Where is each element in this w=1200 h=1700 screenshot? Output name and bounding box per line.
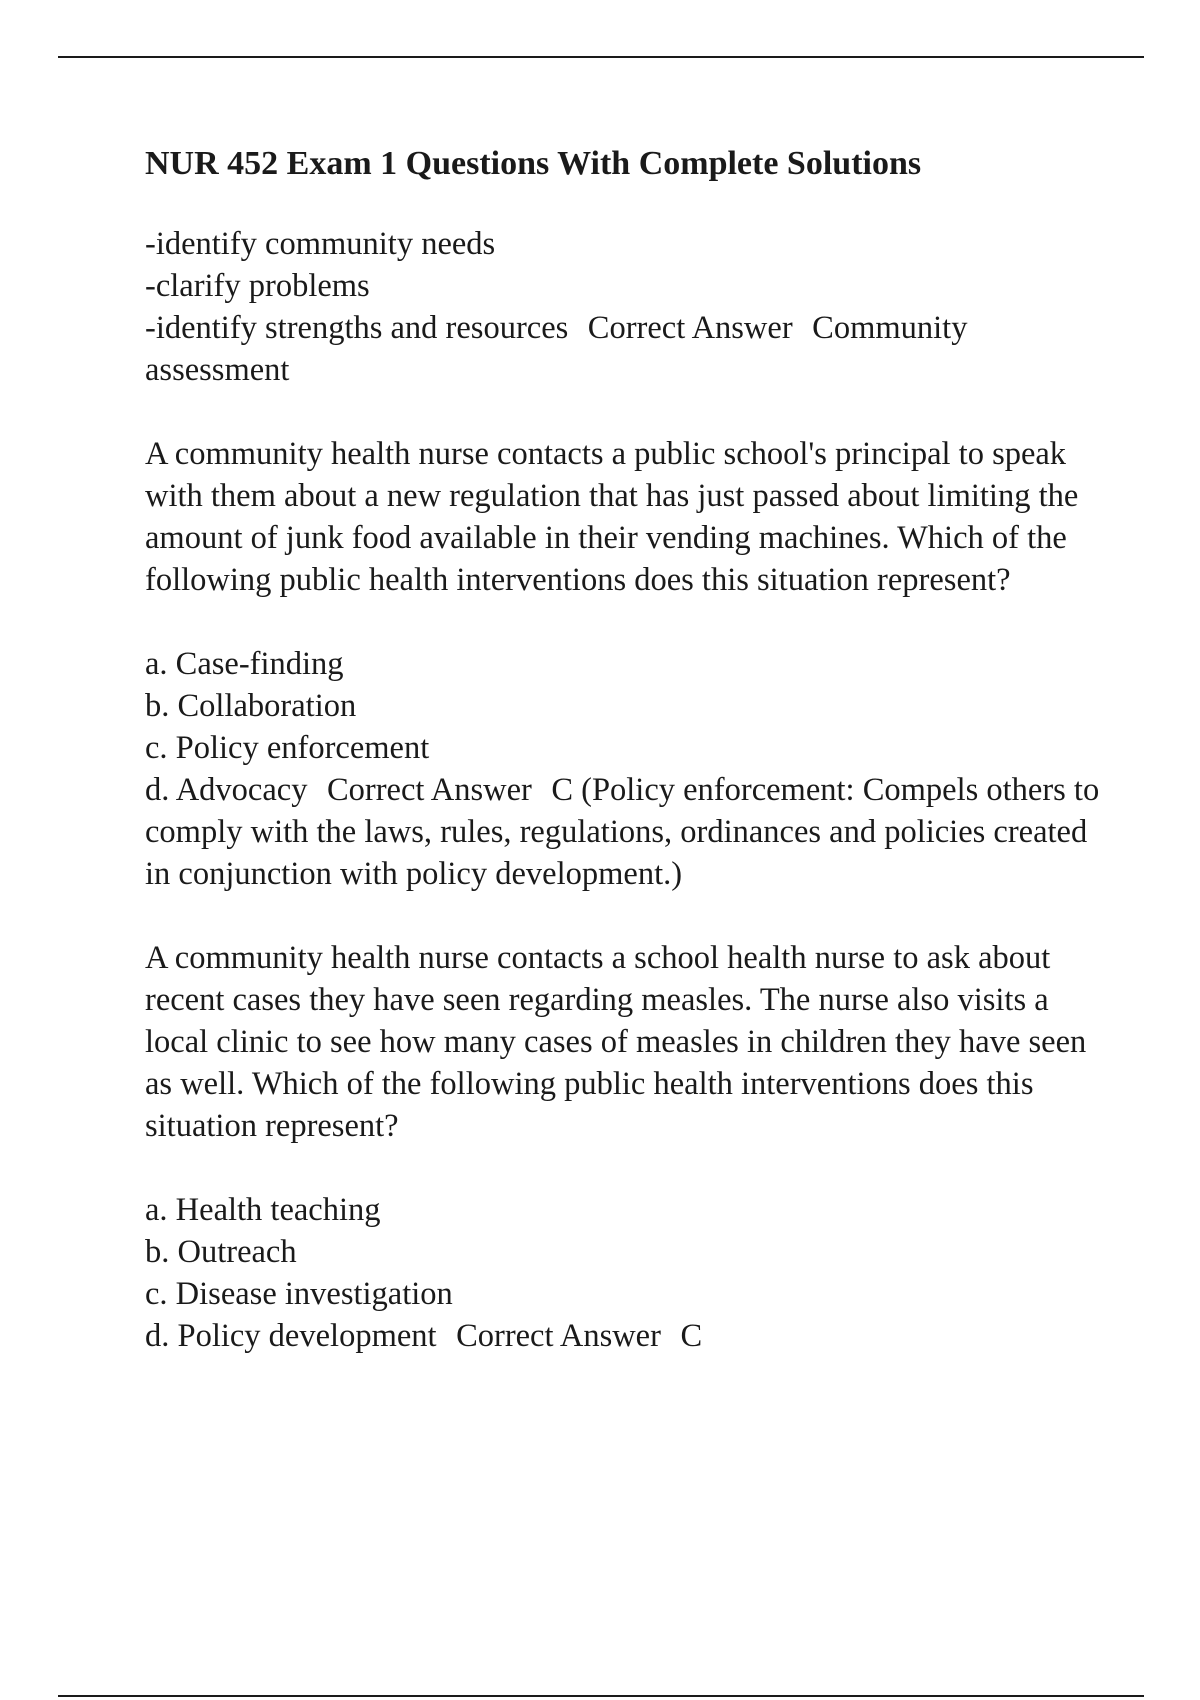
option-a: a. Case-finding — [145, 646, 344, 682]
document-title: NUR 452 Exam 1 Questions With Complete Solutions — [145, 145, 922, 182]
qa-item-1 — [145, 223, 1105, 391]
answer-label: Correct Answer — [587, 310, 793, 346]
prompt-line: -clarify problems — [145, 268, 370, 304]
option-d: d. Advocacy — [145, 772, 308, 808]
option-b: b. Collaboration — [145, 688, 357, 724]
answer-label: Correct Answer — [326, 772, 532, 808]
question-text: A community health nurse contacts a public school's principal to speak with them about a new regulation that has just passed about limiting the amount of junk food available in their vending machines. Which of the following public health interventions does this situation represent? — [145, 436, 1079, 598]
qa-item-3 — [145, 937, 1105, 1357]
option-d: d. Policy development — [145, 1318, 437, 1354]
option-a: a. Health teaching — [145, 1192, 381, 1228]
qa-item-2 — [145, 433, 1105, 895]
answer-text: C (Policy enforcement: Compels others to comply with the laws, rules, regulations, ordinances and policies created in conjunction with policy development.) — [145, 772, 1100, 892]
answer-label: Correct Answer — [456, 1318, 661, 1354]
answer-text: Community assessment — [145, 310, 968, 388]
option-c: c. Disease investigation — [145, 1276, 453, 1312]
question-text: A community health nurse contacts a school health nurse to ask about recent cases they have seen regarding measles. The nurse also visits a local clinic to see how many cases of measles in children they have seen as well. Which of the following public health interventions does this situation represent? — [145, 940, 1087, 1144]
answer-text: C — [680, 1318, 703, 1354]
option-b: b. Outreach — [145, 1234, 297, 1270]
top-rule — [58, 56, 1144, 58]
prompt-line: -identify community needs — [145, 226, 496, 262]
option-c: c. Policy enforcement — [145, 730, 430, 766]
document-body — [145, 143, 1105, 1399]
bottom-rule — [58, 1695, 1144, 1697]
prompt-line: -identify strengths and resources — [145, 310, 569, 346]
